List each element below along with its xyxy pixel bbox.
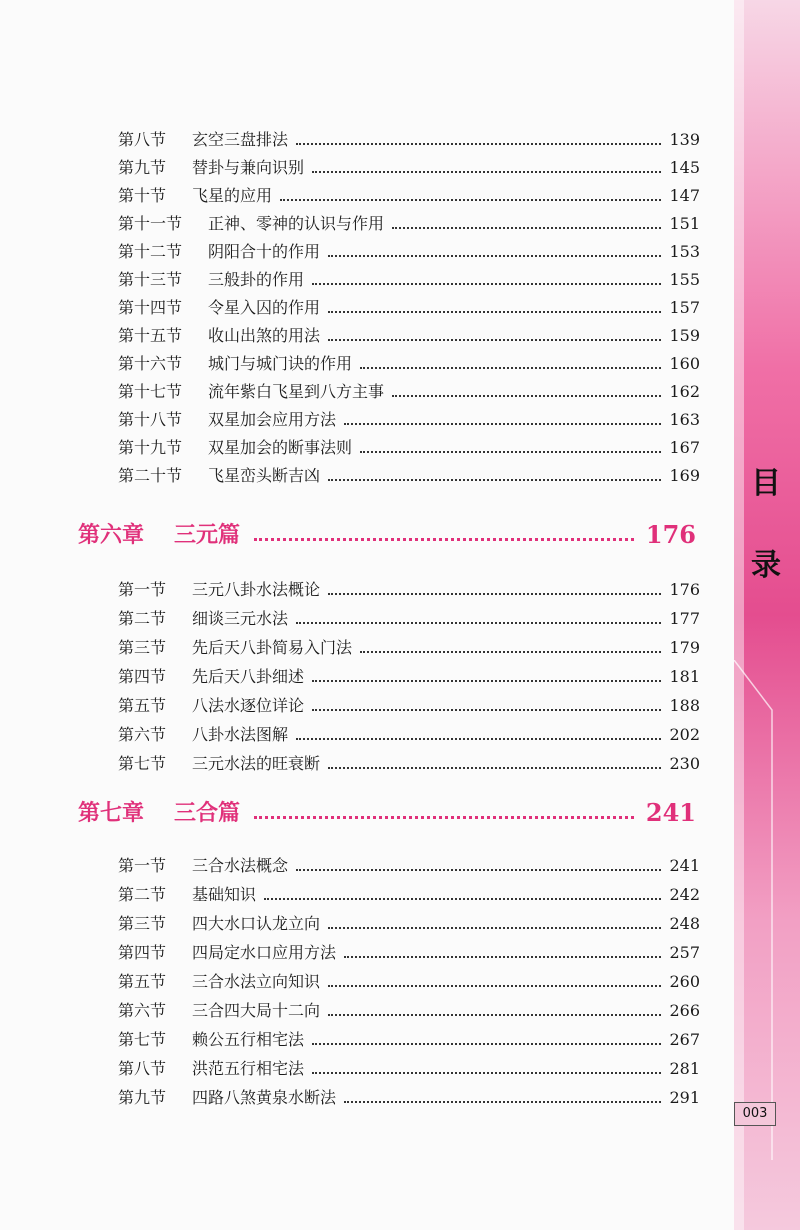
page-number: 162 [669,382,700,401]
section-title: 赖公五行相宅法 [192,1030,305,1049]
toc-entry[interactable] [118,659,700,687]
page-number: 155 [669,270,700,289]
toc-entry[interactable] [118,150,700,178]
side-tab [734,0,800,1230]
leader-dots [312,171,661,173]
leader-dots [328,1014,661,1016]
leader-dots [328,767,661,769]
leader-dots [392,227,661,229]
leader-dots [328,593,661,595]
leader-dots [312,709,661,711]
section-title: 三元八卦水法概论 [192,580,321,599]
section-number: 第七节 [118,1030,167,1049]
leader-dots [312,283,661,285]
toc-entry[interactable] [118,572,700,600]
toc-entry[interactable] [118,374,700,402]
toc-entry[interactable] [118,746,700,774]
page-number: 188 [669,696,700,715]
section-title: 基础知识 [192,885,257,904]
folio-page-number: 003 [734,1102,776,1126]
section-number: 第五节 [118,696,167,715]
leader-dots [328,339,661,341]
page-number: 202 [669,725,700,744]
side-tab-char-1: 目 [751,466,781,501]
page-number: 241 [669,856,700,875]
leader-dots [392,395,661,397]
section-title: 八卦水法图解 [192,725,289,744]
chapter-heading[interactable] [78,792,696,826]
section-number: 第三节 [118,914,167,933]
section-title: 三元水法的旺衰断 [192,754,321,773]
section-number: 第十六节 [118,354,183,373]
section-title: 先后天八卦细述 [192,667,305,686]
toc-entry[interactable] [118,178,700,206]
leader-dots [296,622,661,624]
leader-dots [344,1101,661,1103]
section-title: 八法水逐位详论 [192,696,305,715]
section-number: 第六节 [118,725,167,744]
section-number: 第九节 [118,1088,167,1107]
leader-dots [280,199,661,201]
leader-dots [360,651,661,653]
section-title: 替卦与兼向识别 [192,158,305,177]
page-number: 257 [669,943,700,962]
toc-entry[interactable] [118,402,700,430]
page-number: 267 [669,1030,700,1049]
page-number: 159 [669,326,700,345]
page-number: 179 [669,638,700,657]
page-number: 177 [669,609,700,628]
page-number: 248 [669,914,700,933]
toc-entry[interactable] [118,964,700,992]
leader-dots [328,311,661,313]
toc-entry[interactable] [118,430,700,458]
chapter-title: 三元篇 [174,522,241,548]
toc-entry[interactable] [118,262,700,290]
toc-entry[interactable] [118,1022,700,1050]
section-title: 飞星的应用 [192,186,273,205]
page-number: 176 [669,580,700,599]
section-number: 第二十节 [118,466,183,485]
toc-entry[interactable] [118,630,700,658]
section-title: 城门与城门诀的作用 [208,354,353,373]
leader-dots [328,927,661,929]
page-number: 181 [669,667,700,686]
page-number: 266 [669,1001,700,1020]
section-number: 第十四节 [118,298,183,317]
leader-dots [296,869,661,871]
section-title: 三合四大局十二向 [192,1001,321,1020]
section-title: 阴阳合十的作用 [208,242,321,261]
section-number: 第一节 [118,856,167,875]
leader-dots [344,956,661,958]
toc-entry[interactable] [118,290,700,318]
toc-entry[interactable] [118,848,700,876]
page-number: 169 [669,466,700,485]
page-number: 230 [669,754,700,773]
section-title: 细谈三元水法 [192,609,289,628]
toc-entry[interactable] [118,122,700,150]
chapter-number: 第六章 [78,522,145,548]
chapter-page: 241 [645,798,696,827]
section-title: 三合水法概念 [192,856,289,875]
section-number: 第四节 [118,667,167,686]
section-number: 第八节 [118,130,167,149]
section-number: 第十一节 [118,214,183,233]
page-number: 291 [669,1088,700,1107]
page-number: 157 [669,298,700,317]
section-number: 第四节 [118,943,167,962]
leader-dots [328,479,661,481]
toc-entry[interactable] [118,906,700,934]
side-tab-strip [734,0,744,1230]
leader-dots [328,255,661,257]
leader-dots [296,143,661,145]
section-number: 第十九节 [118,438,183,457]
page-number: 160 [669,354,700,373]
leader-dots [360,367,661,369]
leader-dots [254,538,634,541]
section-title: 四路八煞黄泉水断法 [192,1088,337,1107]
chapter-title: 三合篇 [174,800,241,826]
toc-entry[interactable] [118,717,700,745]
page-number: 260 [669,972,700,991]
toc-entry[interactable] [118,458,700,486]
section-title: 令星入囚的作用 [208,298,321,317]
section-title: 先后天八卦简易入门法 [192,638,353,657]
page-number: 167 [669,438,700,457]
section-number: 第三节 [118,638,167,657]
toc-entry[interactable] [118,688,700,716]
page-number: 145 [669,158,700,177]
section-number: 第十节 [118,186,167,205]
section-title: 飞星峦头断吉凶 [208,466,321,485]
section-number: 第二节 [118,885,167,904]
page-number: 281 [669,1059,700,1078]
section-number: 第十二节 [118,242,183,261]
section-title: 正神、零神的认识与作用 [208,214,385,233]
chapter-page: 176 [645,520,696,549]
section-title: 三合水法立向知识 [192,972,321,991]
leader-dots [312,1043,661,1045]
section-title: 洪范五行相宅法 [192,1059,305,1078]
section-number: 第十五节 [118,326,183,345]
toc-entry[interactable] [118,206,700,234]
page-number: 147 [669,186,700,205]
side-tab-char-2: 录 [751,548,781,583]
chapter-number: 第七章 [78,800,145,826]
page-number: 151 [669,214,700,233]
section-title: 三般卦的作用 [208,270,305,289]
toc-entry[interactable] [118,1080,700,1108]
leader-dots [328,985,661,987]
leader-dots [296,738,661,740]
section-number: 第六节 [118,1001,167,1020]
page-number: 139 [669,130,700,149]
section-number: 第十三节 [118,270,183,289]
page-number: 153 [669,242,700,261]
toc-entry[interactable] [118,1051,700,1079]
toc-entry[interactable] [118,601,700,629]
leader-dots [312,680,661,682]
section-title: 流年紫白飞星到八方主事 [208,382,385,401]
section-number: 第十八节 [118,410,183,429]
section-number: 第十七节 [118,382,183,401]
section-number: 第五节 [118,972,167,991]
toc-entry[interactable] [118,346,700,374]
leader-dots [360,451,661,453]
section-number: 第一节 [118,580,167,599]
toc-entry[interactable] [118,935,700,963]
section-number: 第八节 [118,1059,167,1078]
section-title: 四局定水口应用方法 [192,943,337,962]
section-number: 第七节 [118,754,167,773]
chapter-heading[interactable] [78,514,696,548]
section-title: 四大水口认龙立向 [192,914,321,933]
section-number: 第九节 [118,158,167,177]
page-number: 163 [669,410,700,429]
leader-dots [264,898,661,900]
section-title: 收山出煞的用法 [208,326,321,345]
toc-entry[interactable] [118,877,700,905]
leader-dots [312,1072,661,1074]
leader-dots [344,423,661,425]
section-number: 第二节 [118,609,167,628]
section-title: 双星加会的断事法则 [208,438,353,457]
toc-entry[interactable] [118,993,700,1021]
page-number: 242 [669,885,700,904]
toc-entry[interactable] [118,318,700,346]
section-title: 双星加会应用方法 [208,410,337,429]
section-title: 玄空三盘排法 [192,130,289,149]
leader-dots [254,816,634,819]
toc-entry[interactable] [118,234,700,262]
